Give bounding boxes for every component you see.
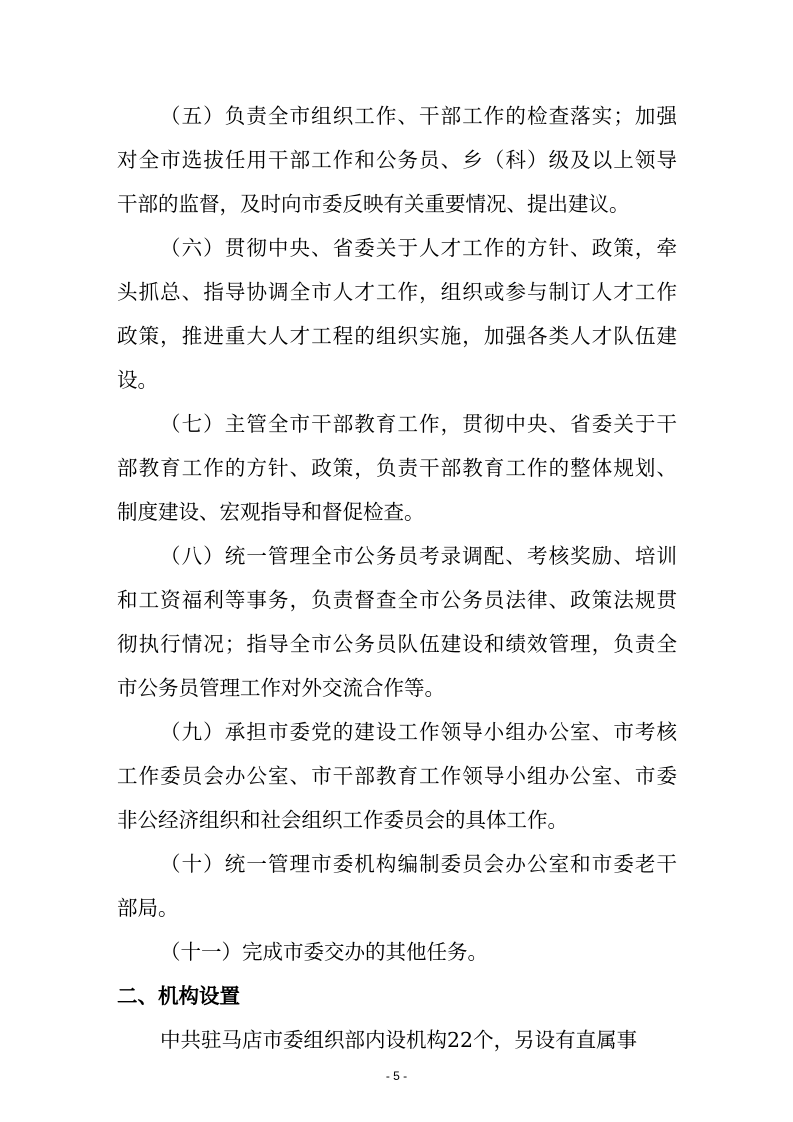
paragraph-7-line-2: 部教育工作的方针、政策，负责干部教育工作的整体规划、 xyxy=(117,456,677,480)
paragraph-5-line-2: 对全市选拔任用干部工作和公务员、乡（科）级及以上领导 xyxy=(117,148,677,172)
paragraph-10-line-2: 部局。 xyxy=(117,896,179,920)
paragraph-5-line-1: （五）负责全市组织工作、干部工作的检查落实；加强 xyxy=(160,104,677,128)
section-heading: 二、机构设置 xyxy=(117,984,240,1008)
paragraph-8-line-1: （八）统一管理全市公务员考录调配、考核奖励、培训 xyxy=(160,544,677,568)
paragraph-8-line-3: 彻执行情况；指导全市公务员队伍建设和绩效管理，负责全 xyxy=(117,632,677,656)
paragraph-10-line-1: （十）统一管理市委机构编制委员会办公室和市委老干 xyxy=(160,852,677,876)
paragraph-5-line-3: 干部的监督，及时向市委反映有关重要情况、提出建议。 xyxy=(117,192,630,216)
paragraph-7-line-1: （七）主管全市干部教育工作，贯彻中央、省委关于干 xyxy=(160,412,677,436)
paragraph-8-line-4: 市公务员管理工作对外交流合作等。 xyxy=(117,676,445,700)
paragraph-9-line-3: 非公经济组织和社会组织工作委员会的具体工作。 xyxy=(117,808,568,832)
page-number: - 5 - xyxy=(385,1069,408,1083)
paragraph-9-line-2: 工作委员会办公室、市干部教育工作领导小组办公室、市委 xyxy=(117,764,677,788)
paragraph-6-line-1: （六）贯彻中央、省委关于人才工作的方针、政策，牵 xyxy=(160,236,677,260)
paragraph-8-line-2: 和工资福利等事务，负责督查全市公务员法律、政策法规贯 xyxy=(117,588,677,612)
paragraph-6-line-4: 设。 xyxy=(117,368,158,392)
paragraph-6-line-3: 政策，推进重大人才工程的组织实施，加强各类人才队伍建 xyxy=(117,324,677,348)
paragraph-9-line-1: （九）承担市委党的建设工作领导小组办公室、市考核 xyxy=(160,720,677,744)
paragraph-7-line-3: 制度建设、宏观指导和督促检查。 xyxy=(117,500,425,524)
section-body-line-1: 中共驻马店市委组织部内设机构22个，另设有直属事 xyxy=(160,1028,638,1052)
paragraph-11-line-1: （十一）完成市委交办的其他任务。 xyxy=(160,940,488,964)
paragraph-6-line-2: 头抓总、指导协调全市人才工作，组织或参与制订人才工作 xyxy=(117,280,677,304)
